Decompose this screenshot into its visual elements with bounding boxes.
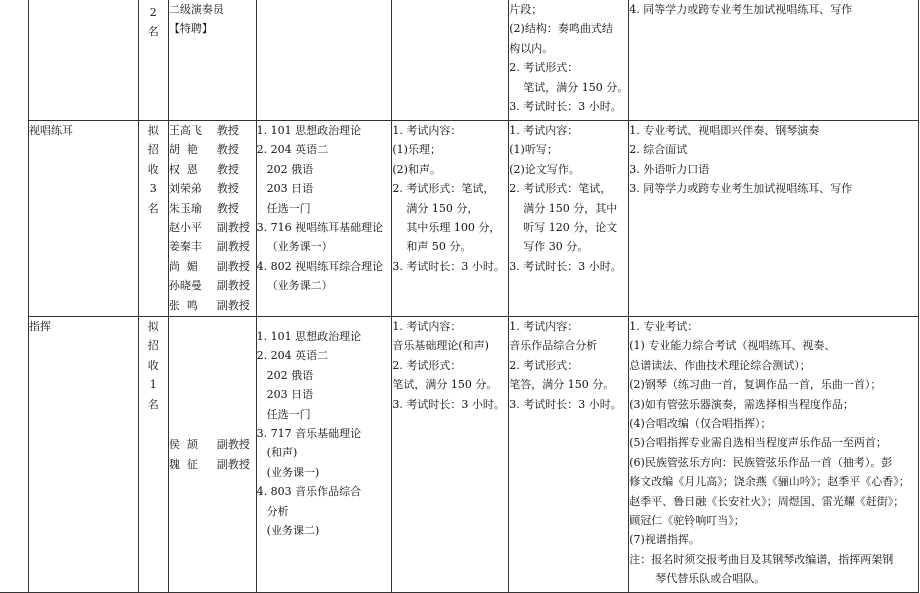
advisor-rank: 副教授	[216, 457, 250, 471]
advisor-name: 侯 颉	[168, 438, 198, 452]
exam-line: 片段；	[509, 3, 543, 16]
retest-line: 3. 外语听力口语	[629, 162, 710, 176]
exam-line: 2. 考试形式：	[392, 358, 462, 372]
advisor-name: 孙晓曼	[168, 279, 202, 293]
retest-line: 4. 同等学力或跨专业考生加试视唱练耳、写作	[629, 3, 853, 16]
advisor-name: 朱玉瑜	[168, 201, 202, 215]
exam-line: (2)和声。	[392, 162, 441, 176]
advisors-cell	[168, 317, 256, 593]
program-cell	[29, 0, 139, 121]
advisors-cell	[168, 0, 256, 121]
retest-line: 总谱读法、作曲技术理论综合测试）；	[629, 358, 811, 372]
exam2-cell	[509, 317, 629, 593]
exam-line: 写作 30 分。	[523, 240, 589, 254]
retest-cell	[629, 121, 919, 317]
left-margin-cell	[0, 0, 29, 593]
subject-line: 202 俄语	[266, 368, 314, 382]
exam-line: 2. 考试形式：	[509, 61, 579, 75]
advisor-entry	[169, 199, 256, 218]
subject-line: 4. 802 视唱练耳综合理论	[256, 259, 384, 273]
exam-line: (1)听写；	[509, 143, 558, 157]
exam-line: 1. 考试内容：	[509, 124, 579, 137]
exam-line: 1. 考试内容：	[509, 320, 579, 333]
exam-line: 构以内。	[509, 41, 554, 55]
subject-line: 1. 101 思想政治理论	[256, 124, 362, 137]
exam2-cell	[509, 0, 629, 121]
quota-text: 收	[147, 162, 159, 176]
advisor-entry	[169, 140, 256, 159]
advisor-rank: 教授	[216, 201, 239, 215]
retest-line: 3. 同等学力或跨专业考生加试视唱练耳、写作	[629, 182, 853, 196]
retest-line: (4)合唱改编（仅合唱指挥）；	[629, 417, 772, 431]
subject-line: 任选一门	[266, 201, 311, 215]
advisor-entry	[169, 276, 256, 295]
subject-line: 1. 101 思想政治理论	[256, 330, 362, 343]
quota-text: 名	[147, 397, 159, 411]
exam-line: 3. 考试时长：3 小时。	[392, 397, 505, 411]
exam-line: 音乐基础理论(和声)	[392, 339, 489, 353]
advisor-entry	[169, 160, 256, 179]
quota-text: 2	[149, 6, 157, 19]
advisor-name: 胡 艳	[168, 143, 198, 157]
exam-line: (1)乐理；	[392, 143, 441, 157]
advisor-rank: 教授	[216, 162, 239, 176]
quota-text: 招	[147, 339, 159, 353]
retest-line: 注：报名时须交报考曲目及其钢琴改编谱，指挥两架钢	[629, 552, 894, 566]
subject-line: 分析	[266, 504, 289, 518]
retest-line: 琴代替乐队或合唱队。	[655, 572, 766, 586]
subjects-cell	[256, 121, 392, 317]
exam-line: 其中乐理 100 分，	[406, 221, 501, 235]
advisor-rank: 副教授	[216, 438, 250, 452]
subject-line: (业务课一)	[266, 465, 320, 479]
quota-text: 收	[147, 358, 159, 372]
quota-text: 名	[147, 201, 159, 215]
advisor-rank: 副教授	[216, 259, 250, 273]
subjects-cell	[256, 0, 392, 121]
program-name: 视唱练耳	[29, 121, 139, 317]
quota-text: 名	[147, 25, 159, 39]
advisors-cell	[168, 121, 256, 317]
subjects-cell	[256, 317, 392, 593]
retest-line: 顾冠仁《驼铃响叮当》；	[629, 514, 745, 528]
subject-line: 3. 717 音乐基础理论	[256, 427, 362, 441]
exam-line: 3. 考试时长：3 小时。	[509, 397, 622, 411]
advisor-entry	[169, 257, 256, 276]
exam-line: 2. 考试形式：	[509, 358, 579, 372]
advisor-name: 王高飞	[168, 124, 202, 137]
retest-cell	[629, 317, 919, 593]
subject-line: (业务课二)	[266, 524, 320, 538]
exam-line: 笔试，满分 150 分。	[523, 80, 629, 94]
subject-line: 2. 204 英语二	[256, 349, 329, 363]
exam-line: 3. 考试时长：3 小时。	[509, 259, 622, 273]
advisor-rank: 教授	[216, 143, 239, 157]
advisor-entry	[169, 435, 256, 454]
advisor-rank: 教授	[216, 124, 239, 137]
advisor-rank: 教授	[216, 182, 239, 196]
retest-cell	[629, 0, 919, 121]
advisor-title: 二级演奏员	[168, 3, 224, 16]
exam-line: (2)结构：奏鸣曲式结	[509, 22, 613, 36]
exam-line: 1. 考试内容：	[392, 124, 462, 137]
subject-line: 3. 716 视唱练耳基础理论	[256, 221, 384, 235]
subject-line: 任选一门	[266, 407, 311, 421]
advisor-entry	[169, 296, 256, 315]
quota-cell	[138, 0, 168, 121]
advisor-name: 魏 征	[168, 457, 198, 471]
quota-text: 3	[149, 182, 157, 196]
advisor-entry	[169, 237, 256, 256]
advisor-rank: 副教授	[216, 240, 250, 254]
retest-line: (5)合唱指挥专业需自选相当程度声乐作品一至两首；	[629, 436, 887, 450]
retest-line: (3)如有管弦乐器演奏，需选择相当程度作品；	[629, 397, 854, 411]
advisor-entry	[169, 218, 256, 237]
exam-line: 笔答，满分 150 分。	[509, 378, 615, 392]
advisor-name: 张 鸣	[168, 298, 198, 312]
advisor-note: 【特聘】	[168, 22, 213, 36]
table-row	[0, 0, 919, 121]
exam-line: 2. 考试形式：笔试，	[509, 182, 612, 196]
exam-line: 音乐作品综合分析	[509, 339, 598, 353]
exam-line: 2. 考试形式：笔试，	[392, 182, 495, 196]
exam-line: 听写 120 分，论文	[523, 221, 618, 235]
retest-line: (6)民族管弦乐方向：民族管弦乐作品一首（抽考）。彭	[629, 455, 893, 469]
advisor-rank: 副教授	[216, 298, 250, 312]
subject-line: 203 日语	[266, 388, 314, 402]
quota-cell	[138, 121, 168, 317]
quota-text: 拟	[147, 320, 159, 333]
exam-line: 1. 考试内容：	[392, 320, 462, 333]
exam-line: (2)论文写作。	[509, 162, 580, 176]
subject-line: (和声)	[266, 446, 298, 460]
program-name: 指挥	[29, 317, 139, 593]
advisor-name: 姜秦丰	[168, 240, 202, 254]
retest-line: (1) 专业能力综合考试（视唱练耳、视奏、	[629, 339, 836, 353]
exam1-cell	[392, 121, 509, 317]
exam-line: 满分 150 分，其中	[523, 201, 618, 215]
exam-line: 满分 150 分，	[406, 201, 479, 215]
advisor-entry	[169, 179, 256, 198]
table-row	[0, 121, 919, 317]
subject-line: 202 俄语	[266, 162, 314, 176]
exam-line: 和声 50 分。	[406, 240, 472, 254]
subject-line: 203 日语	[266, 182, 314, 196]
advisor-rank: 副教授	[216, 279, 250, 293]
retest-line: 1. 专业考试、视唱即兴伴奏、钢琴演奏	[629, 124, 820, 137]
exam2-cell	[509, 121, 629, 317]
subject-line: 4. 803 音乐作品综合	[256, 485, 362, 499]
advisor-entry	[169, 121, 256, 140]
retest-line: 2. 综合面试	[629, 143, 688, 157]
retest-line: 1. 专业考试：	[629, 320, 699, 333]
advisor-name: 权 恩	[168, 162, 198, 176]
subject-line: 2. 204 英语二	[256, 143, 329, 157]
retest-line: (2)钢琴（练习曲一首，复调作品一首，乐曲一首）；	[629, 378, 882, 392]
advisor-name: 赵小平	[168, 221, 202, 235]
advisor-name: 刘荣弟	[168, 182, 202, 196]
quota-text: 1	[149, 378, 157, 392]
advisor-entry	[169, 455, 256, 474]
table-row	[0, 317, 919, 593]
quota-text: 招	[147, 143, 159, 157]
retest-line: (7)视谱指挥。	[629, 533, 700, 547]
subject-line: （业务课二）	[266, 279, 333, 293]
exam-line: 3. 考试时长：3 小时。	[392, 259, 505, 273]
retest-line: 赵季平、鲁日融《长安社火》；周煜国、雷光耀《赶街》；	[629, 494, 905, 508]
advisor-rank: 副教授	[216, 221, 250, 235]
exam1-cell	[392, 0, 509, 121]
exam-line: 3. 考试时长：3 小时。	[509, 100, 622, 114]
retest-line: 修文改编《月儿高》；饶余燕《骊山吟》；赵季平《心香》；	[629, 475, 910, 489]
exam-line: 笔试，满分 150 分。	[392, 378, 498, 392]
quota-cell	[138, 317, 168, 593]
exam1-cell	[392, 317, 509, 593]
subject-line: （业务课一）	[266, 240, 333, 254]
advisor-name: 尚 媚	[168, 259, 198, 273]
quota-text: 拟	[147, 124, 159, 137]
